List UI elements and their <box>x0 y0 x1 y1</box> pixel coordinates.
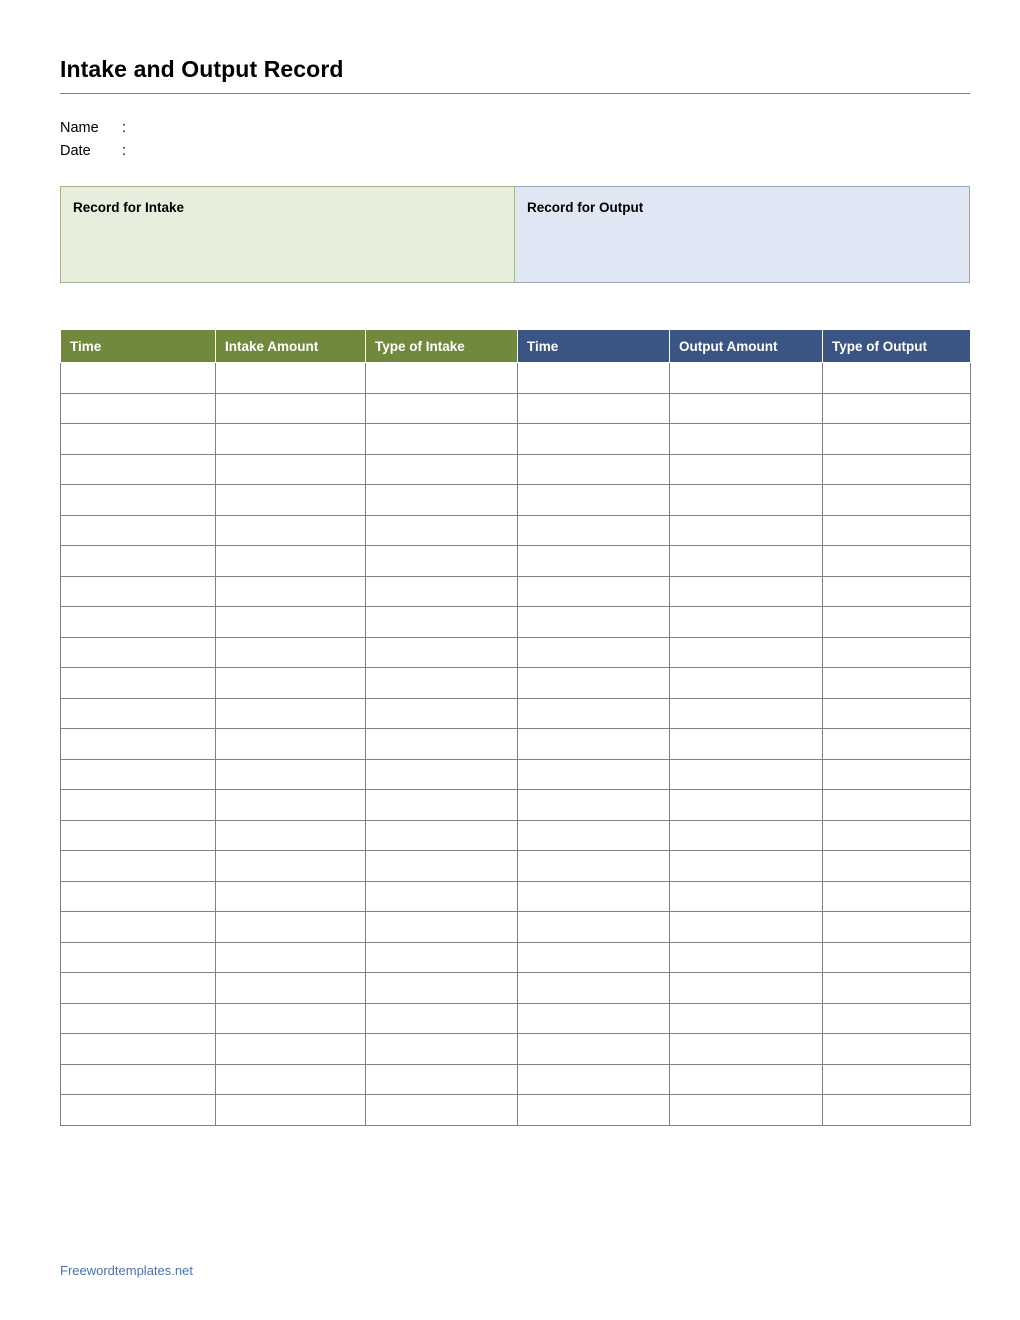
table-cell[interactable] <box>518 576 670 607</box>
name-field[interactable] <box>138 116 970 132</box>
table-cell[interactable] <box>216 576 366 607</box>
table-cell[interactable] <box>216 546 366 577</box>
table-cell[interactable] <box>216 851 366 882</box>
table-cell[interactable] <box>823 729 971 760</box>
table-cell[interactable] <box>518 942 670 973</box>
table-cell[interactable] <box>216 607 366 638</box>
table-cell[interactable] <box>216 973 366 1004</box>
table-row <box>61 546 971 577</box>
table-cell[interactable] <box>670 790 823 821</box>
table-cell[interactable] <box>216 1095 366 1126</box>
table-cell[interactable] <box>366 1064 518 1095</box>
date-label: Date <box>60 143 91 159</box>
table-cell[interactable] <box>823 424 971 455</box>
table-cell[interactable] <box>366 576 518 607</box>
table-row <box>61 820 971 851</box>
table-row <box>61 393 971 424</box>
column-header-type-of-intake: Type of Intake <box>366 330 518 363</box>
table-cell[interactable] <box>823 942 971 973</box>
table-cell[interactable] <box>670 454 823 485</box>
name-label: Name <box>60 120 99 136</box>
table-cell[interactable] <box>216 393 366 424</box>
table-cell[interactable] <box>216 912 366 943</box>
table-cell[interactable] <box>61 424 216 455</box>
date-separator: : <box>122 143 127 159</box>
table-cell[interactable] <box>823 820 971 851</box>
column-header-output-time: Time <box>518 330 670 363</box>
table-cell[interactable] <box>61 363 216 394</box>
table-row <box>61 1034 971 1065</box>
table-cell[interactable] <box>670 1064 823 1095</box>
table-cell[interactable] <box>670 912 823 943</box>
table-cell[interactable] <box>366 1095 518 1126</box>
table-cell[interactable] <box>366 607 518 638</box>
table-cell[interactable] <box>823 393 971 424</box>
table-cell[interactable] <box>518 668 670 699</box>
table-row <box>61 1095 971 1126</box>
table-cell[interactable] <box>518 1003 670 1034</box>
column-header-intake-time: Time <box>61 330 216 363</box>
table-cell[interactable] <box>61 454 216 485</box>
table-cell[interactable] <box>61 851 216 882</box>
table-cell[interactable] <box>670 881 823 912</box>
table-row <box>61 973 971 1004</box>
table-cell[interactable] <box>670 576 823 607</box>
table-cell[interactable] <box>216 668 366 699</box>
table-cell[interactable] <box>823 698 971 729</box>
table-cell[interactable] <box>366 1034 518 1065</box>
table-cell[interactable] <box>366 790 518 821</box>
table-cell[interactable] <box>518 546 670 577</box>
table-row <box>61 790 971 821</box>
table-cell[interactable] <box>216 729 366 760</box>
table-cell[interactable] <box>366 485 518 516</box>
table-cell[interactable] <box>518 729 670 760</box>
table-cell[interactable] <box>216 637 366 668</box>
table-cell[interactable] <box>518 912 670 943</box>
table-cell[interactable] <box>216 1003 366 1034</box>
table-cell[interactable] <box>670 607 823 638</box>
table-row <box>61 942 971 973</box>
table-cell[interactable] <box>518 515 670 546</box>
table-cell[interactable] <box>61 393 216 424</box>
table-row <box>61 912 971 943</box>
table-cell[interactable] <box>216 790 366 821</box>
table-cell[interactable] <box>366 759 518 790</box>
table-cell[interactable] <box>670 698 823 729</box>
table-cell[interactable] <box>216 820 366 851</box>
name-separator: : <box>122 120 127 136</box>
table-cell[interactable] <box>216 759 366 790</box>
table-cell[interactable] <box>823 454 971 485</box>
table-header <box>61 330 971 363</box>
table-cell[interactable] <box>518 790 670 821</box>
table-cell[interactable] <box>823 546 971 577</box>
table-cell[interactable] <box>823 912 971 943</box>
table-cell[interactable] <box>823 637 971 668</box>
record-for-intake-label: Record for Intake <box>73 200 185 215</box>
table-cell[interactable] <box>366 454 518 485</box>
table-row <box>61 424 971 455</box>
table-cell[interactable] <box>366 668 518 699</box>
table-cell[interactable] <box>823 851 971 882</box>
table-row <box>61 851 971 882</box>
table-row <box>61 729 971 760</box>
table-cell[interactable] <box>216 515 366 546</box>
column-header-type-of-output: Type of Output <box>823 330 971 363</box>
table-cell[interactable] <box>518 637 670 668</box>
table-cell[interactable] <box>61 881 216 912</box>
table-cell[interactable] <box>61 607 216 638</box>
table-row <box>61 363 971 394</box>
table-cell[interactable] <box>670 973 823 1004</box>
table-cell[interactable] <box>61 912 216 943</box>
table-cell[interactable] <box>823 668 971 699</box>
table-cell[interactable] <box>366 424 518 455</box>
table-cell[interactable] <box>61 973 216 1004</box>
table-cell[interactable] <box>670 942 823 973</box>
table-cell[interactable] <box>366 729 518 760</box>
table-cell[interactable] <box>823 363 971 394</box>
table-cell[interactable] <box>216 1064 366 1095</box>
meta-row-name <box>60 116 970 139</box>
table-cell[interactable] <box>366 637 518 668</box>
table-cell[interactable] <box>61 1064 216 1095</box>
footer-credit[interactable]: Freewordtemplates.net <box>60 1263 193 1278</box>
table-cell[interactable] <box>670 485 823 516</box>
table-cell[interactable] <box>823 485 971 516</box>
table-cell[interactable] <box>61 820 216 851</box>
table-cell[interactable] <box>366 363 518 394</box>
table-cell[interactable] <box>823 973 971 1004</box>
table-cell[interactable] <box>670 393 823 424</box>
table-cell[interactable] <box>366 820 518 851</box>
record-for-intake-box[interactable] <box>60 186 515 283</box>
table-cell[interactable] <box>518 607 670 638</box>
table-row <box>61 454 971 485</box>
table-cell[interactable] <box>823 515 971 546</box>
table-cell[interactable] <box>518 363 670 394</box>
table-cell[interactable] <box>823 790 971 821</box>
table-cell[interactable] <box>518 454 670 485</box>
table-cell[interactable] <box>670 515 823 546</box>
table-cell[interactable] <box>670 851 823 882</box>
table-cell[interactable] <box>823 1034 971 1065</box>
table-cell[interactable] <box>366 942 518 973</box>
table-cell[interactable] <box>518 1034 670 1065</box>
table-cell[interactable] <box>823 607 971 638</box>
table-cell[interactable] <box>61 759 216 790</box>
table-cell[interactable] <box>216 698 366 729</box>
table-cell[interactable] <box>216 1034 366 1065</box>
table-row <box>61 485 971 516</box>
table-cell[interactable] <box>61 515 216 546</box>
table-row <box>61 668 971 699</box>
table-cell[interactable] <box>518 820 670 851</box>
document-content <box>60 56 970 1126</box>
table-cell[interactable] <box>670 820 823 851</box>
table-cell[interactable] <box>518 485 670 516</box>
table-cell[interactable] <box>518 973 670 1004</box>
table-cell[interactable] <box>823 576 971 607</box>
table-cell[interactable] <box>823 881 971 912</box>
table-cell[interactable] <box>518 424 670 455</box>
table-row <box>61 1003 971 1034</box>
table-cell[interactable] <box>518 1095 670 1126</box>
table-cell[interactable] <box>216 881 366 912</box>
table-cell[interactable] <box>670 1003 823 1034</box>
record-summary-boxes <box>60 186 970 283</box>
table-cell[interactable] <box>670 759 823 790</box>
table-cell[interactable] <box>670 1034 823 1065</box>
table-cell[interactable] <box>61 1003 216 1034</box>
table-row <box>61 698 971 729</box>
page-title: Intake and Output Record <box>60 56 344 82</box>
column-header-intake-amount: Intake Amount <box>216 330 366 363</box>
table-cell[interactable] <box>518 1064 670 1095</box>
table-cell[interactable] <box>518 851 670 882</box>
table-cell[interactable] <box>518 698 670 729</box>
table-cell[interactable] <box>823 1095 971 1126</box>
table-cell[interactable] <box>823 1003 971 1034</box>
table-cell[interactable] <box>216 363 366 394</box>
table-body <box>61 363 971 1126</box>
table-header-row <box>61 330 971 363</box>
meta-row-date <box>60 139 970 162</box>
table-cell[interactable] <box>366 1003 518 1034</box>
table-cell[interactable] <box>670 1095 823 1126</box>
table-cell[interactable] <box>61 942 216 973</box>
table-cell[interactable] <box>670 424 823 455</box>
table-cell[interactable] <box>216 424 366 455</box>
table-cell[interactable] <box>61 698 216 729</box>
table-cell[interactable] <box>216 454 366 485</box>
table-cell[interactable] <box>216 485 366 516</box>
table-row <box>61 637 971 668</box>
table-cell[interactable] <box>518 759 670 790</box>
table-cell[interactable] <box>61 729 216 760</box>
table-cell[interactable] <box>61 637 216 668</box>
table-row <box>61 607 971 638</box>
table-cell[interactable] <box>61 576 216 607</box>
meta-fields <box>60 116 970 162</box>
table-cell[interactable] <box>670 729 823 760</box>
title-divider <box>60 93 970 94</box>
table-cell[interactable] <box>61 1095 216 1126</box>
intake-output-table <box>60 329 971 1126</box>
table-row <box>61 576 971 607</box>
record-for-output-box[interactable] <box>515 186 970 283</box>
table-cell[interactable] <box>366 851 518 882</box>
record-for-output-label: Record for Output <box>527 200 644 215</box>
table-cell[interactable] <box>823 1064 971 1095</box>
table-cell[interactable] <box>366 698 518 729</box>
table-cell[interactable] <box>366 973 518 1004</box>
table-row <box>61 759 971 790</box>
table-cell[interactable] <box>518 393 670 424</box>
column-header-output-amount: Output Amount <box>670 330 823 363</box>
table-cell[interactable] <box>366 881 518 912</box>
table-cell[interactable] <box>61 546 216 577</box>
table-row <box>61 515 971 546</box>
table-cell[interactable] <box>823 759 971 790</box>
table-cell[interactable] <box>61 1034 216 1065</box>
table-cell[interactable] <box>366 393 518 424</box>
table-row <box>61 881 971 912</box>
table-cell[interactable] <box>670 668 823 699</box>
table-cell[interactable] <box>366 546 518 577</box>
table-cell[interactable] <box>670 546 823 577</box>
table-cell[interactable] <box>61 790 216 821</box>
table-cell[interactable] <box>61 485 216 516</box>
table-cell[interactable] <box>670 637 823 668</box>
table-cell[interactable] <box>670 363 823 394</box>
table-cell[interactable] <box>366 912 518 943</box>
table-cell[interactable] <box>61 668 216 699</box>
date-field[interactable] <box>138 139 970 155</box>
table-cell[interactable] <box>366 515 518 546</box>
table-row <box>61 1064 971 1095</box>
table-cell[interactable] <box>518 881 670 912</box>
table-cell[interactable] <box>216 942 366 973</box>
